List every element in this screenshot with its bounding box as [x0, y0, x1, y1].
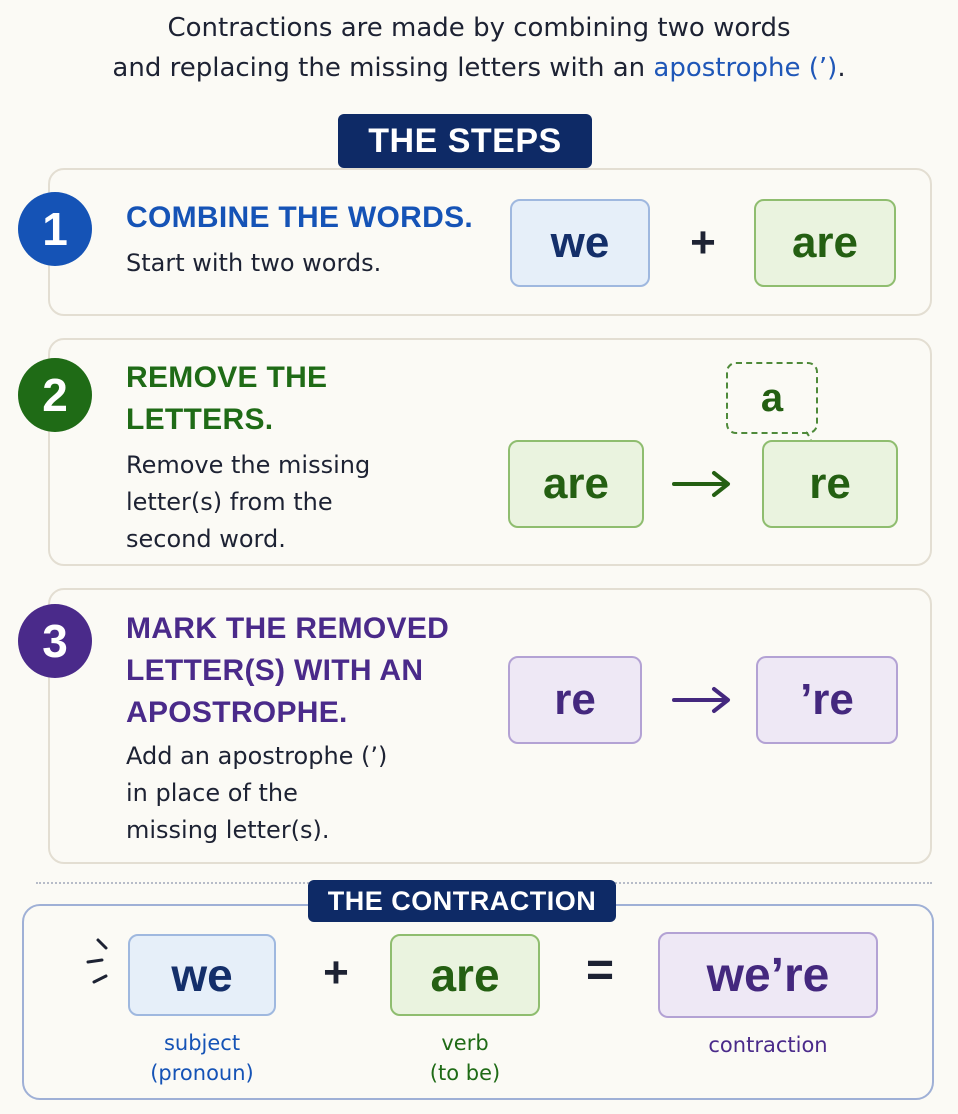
step-2-title-line-2: LETTERS. [126, 403, 274, 436]
step-1-plus: + [690, 218, 716, 267]
step-3-word-apostrophe-re: ’re [756, 656, 898, 744]
step-3-desc-line-3: missing letter(s). [126, 816, 330, 844]
contraction-result-were: we’re [658, 932, 878, 1018]
sparkle-lines-icon [84, 936, 118, 996]
apostrophe-highlight: apostrophe (’) [653, 53, 838, 83]
step-1-title-line: COMBINE THE WORDS. [126, 201, 474, 234]
step-2-word-are: are [508, 440, 644, 528]
step-2-description [126, 447, 370, 558]
step-1-word-we: we [510, 199, 650, 287]
step-3-desc-line-2: in place of the [126, 779, 298, 807]
step-1-title [126, 197, 473, 239]
contraction-banner: THE CONTRACTION [308, 880, 616, 922]
step-3-description [126, 738, 387, 849]
step-3-title-line-1: MARK THE REMOVED [126, 612, 450, 645]
step-2-arrow-icon [670, 468, 734, 500]
contraction-equals: = [585, 944, 615, 997]
are-caption-line-1: verb [441, 1031, 489, 1055]
step-3-badge: 3 [18, 604, 92, 678]
intro-line-2 [0, 48, 958, 88]
step-3-title-line-2: LETTER(S) WITH AN [126, 654, 424, 687]
contraction-word-we: we [128, 934, 276, 1016]
step-3-desc-line-1: Add an apostrophe (’) [126, 742, 388, 770]
intro-text [0, 8, 958, 88]
contraction-word-are: are [390, 934, 540, 1016]
step-1-word-are: are [754, 199, 896, 287]
step-2-title [126, 357, 327, 441]
step-2-desc-line-2: letter(s) from the [126, 488, 333, 516]
steps-banner: THE STEPS [338, 114, 592, 168]
are-caption [384, 1028, 546, 1088]
step-3-arrow-icon [670, 684, 734, 716]
we-caption-line-1: subject [163, 1031, 241, 1055]
step-2-title-line-1: REMOVE THE [126, 361, 328, 394]
step-2-badge: 2 [18, 358, 92, 432]
step-2-word-re: re [762, 440, 898, 528]
step-3-title [126, 608, 449, 734]
step-2-desc-line-1: Remove the missing [126, 451, 371, 479]
contraction-plus: + [323, 948, 349, 997]
step-1-desc-line: Start with two words. [126, 249, 382, 277]
intro-line-2-start: and replacing the missing letters with an [112, 53, 654, 83]
we-caption [122, 1028, 282, 1088]
intro-line-1: Contractions are made by combining two words [167, 13, 791, 43]
step-1-description [126, 245, 381, 282]
step-2-desc-line-3: second word. [126, 525, 286, 553]
result-caption: contraction [708, 1033, 828, 1057]
step-3-title-line-3: APOSTROPHE. [126, 696, 348, 729]
step-3-word-re: re [508, 656, 642, 744]
we-caption-line-2: (pronoun) [150, 1061, 254, 1085]
intro-line-2-end: . [837, 53, 846, 83]
are-caption-line-2: (to be) [429, 1061, 501, 1085]
removed-letter-a: a [726, 362, 818, 434]
step-1-badge: 1 [18, 192, 92, 266]
